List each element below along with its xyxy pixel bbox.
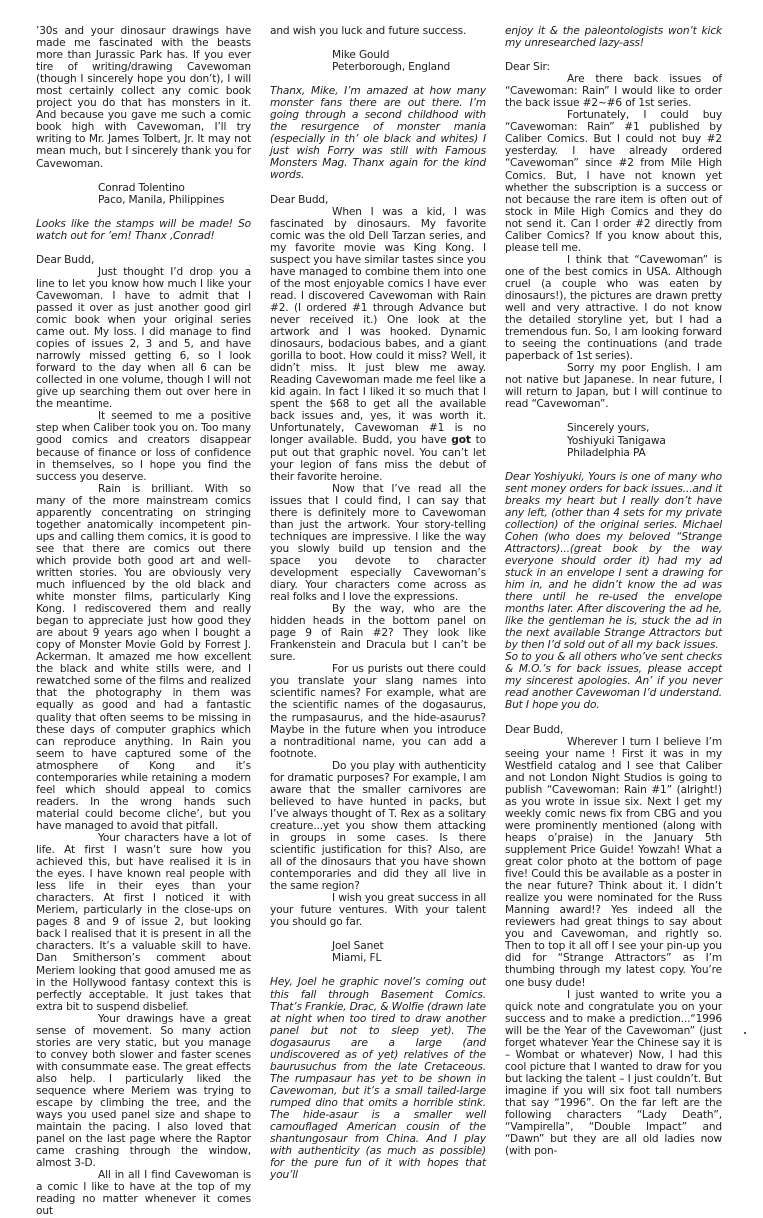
letter-continuation: and wish you luck and future success. (270, 25, 467, 37)
signature-name: Conrad Tolentino (98, 181, 185, 194)
letter-salutation: Dear Budd, (270, 193, 329, 206)
letter-paragraph: I just wanted to write you a quick note and congratulate you on your success and to make a prediction...“1996 will be the Year of the Cavewoman” (just forget whatever Year the Chinese say it is – Wombat or whatever) Now, I had this cool picture that I wanted to draw for you but lacking the talent – I just couldn’t. But imagine if you will six foot tall numbers that say “1996”. On the far left are the following characters “Lady Death”, “Vampirella”, “Double Impact” and “Dawn” but they are all old ladies now (with pon- (505, 988, 722, 1158)
signature-name: Yoshiyuki Tanigawa (567, 434, 666, 447)
letter-salutation: Dear Budd, (505, 723, 564, 736)
letter-paragraph: Sorry my poor English. I am not native but Japanese. In near future, I will return to Japan, but I will continue to read “Cavewoman”. (505, 362, 722, 411)
letter-paragraph: Rain is brilliant. With so many of the more mainstream comics apparently concentrating on stringing together anatomically incompetent pin-ups and calling them comics, it is good to see that there are comics out there which provide both good art and well-written stories. You are obviously very much influenced by the old black and white monster films, particularly King Kong. I rediscovered them and really began to appreciate just how good they are about 9 years ago when I bought a copy of Monster Movie Gold by Forrest J. Ackerman. It amazed me how excellent the black and white stills were, and I rewatched some of the films and realized that the photography in them was equally as good and had a fantastic quality that often seems to be missing in these days of computer graphics which can reproduce anything. In Rain you seem to have captured some of the atmosphere of Kong and it’s contemporaries while retaining a modern feel which should appeal to comics readers. In the wrong hands such material could become cliche’, but you have managed to avoid that pitfall. (36, 482, 251, 832)
letter-paragraph: Are there back issues of “Cavewoman: Rain” I would like to order the back issue #2~#6 of 1st series. (505, 73, 722, 110)
signature-closing: Sincerely yours, (567, 422, 650, 435)
editor-reply: Thanx, Mike, I’m amazed at how many monster fans there are out there. I’m going through a second childhood with the resurgence of monster mania (especially in th’ ole black and whites) I just wish Forry was still with Famous Monsters Mag. Thanx again for the kind words. (270, 85, 486, 182)
signature-location: Miami, FL (332, 952, 382, 965)
editor-reply: So to you & all others who’ve sent checks & M.O.’s for back issues, please accept my sincerest apologies. An’ if you never read another Cavewoman I’d understand. But I hope you do. (505, 651, 722, 712)
letter-salutation: Dear Budd, (36, 253, 95, 266)
column-1 (36, 25, 251, 1218)
letter-continuation: ’30s and your dinosaur drawings have made me fascinated with the beasts more than Jurassic Park has. If you ever tire of writing/drawing Cavewoman (though I sincerely hope you don’t), I will most certainly collect any comic book project you do that has monsters in it. And because you gave me such a comic book high with Cavewoman, I’ll try writing to Mr. James Tolbert, Jr. It may not mean much, but I sincerely thank you for Cavewoman. (36, 25, 251, 170)
letter-paragraph: It seemed to me a positive step when Caliber took you on. Too many good comics and creators disappear because of finance or loss of confidence in themselves, so I hope you find the success you deserve. (36, 410, 251, 483)
column-3 (505, 25, 722, 1157)
letter-signature (332, 49, 486, 73)
letter-paragraph: Fortunately, I could buy “Cavewoman: Rain” #1 published by Caliber Comics. But I could not buy #2 yesterday. I have already ordered “Cavewoman” since #2 from Mile High Comics. But, I have not known yet whether the subscription is a success or not because the rare item is often out of stock in Mile High Comics and they do not send it. Can I order #2 directly from Caliber Comics? If you know about this, please tell me. (505, 109, 722, 254)
editor-reply-continuation: enjoy it & the paleontologists won’t kick my unresearched lazy-ass! (505, 25, 722, 50)
print-speck (744, 1032, 746, 1034)
letter-paragraph: Do you play with authenticity for dramatic purposes? For example, I am aware that the smaller carnivores are believed to have hunted in packs, but I’ve always thought of T. Rex as a solitary creature...yet you show them attacking in groups in some cases. Is there scientific justification for this? Also, are all of the dinosaurs that you have shown contemporaries and did they all live in the same region? (270, 759, 486, 893)
letter-signature (98, 182, 251, 206)
letter-paragraph: All in all I find Cavewoman is a comic I like to have at the top of my reading no matter whenever it comes out (36, 1169, 251, 1218)
editor-reply: Hey, Joel he graphic novel’s coming out this fall through Basement Comics. That’s Frankie, Drac, & Wolfie (drawn late at night when too tired to draw another panel but not to sleep yet). The dogasaurus are a large (and undiscovered as of yet) relatives of the baurusuchus from the late Cretaceous. The rumpasaur has yet to be shown in Cavewoman, but it’s a small tailed-large rumped dino that omits a horrible stink. The hide-asaur is a smaller well camouflaged American cousin of the shantungosaur from China. And I play with authenticity (as much as possible) for the pure fun of it with hopes that you’ll (270, 976, 486, 1182)
letter-salutation: Dear Sir: (505, 61, 550, 74)
signature-location: Paco, Manila, Philippines (98, 193, 225, 206)
letter-paragraph: Now that I’ve read all the issues that I could find, I can say that there is definitely more to Cavewoman than just the artwork. Your story-telling techniques are impressive. I like the way you slowly build up tension and the space you devote to character development especially Cavewoman’s diary. Your characters come across as real folks and I love the expressions. (270, 482, 486, 604)
text-run: When I was a kid, I was fascinated by dinosaurs. My favorite comic was the old Dell Tarzan series, and my favorite movie was King Kong. I suspect you have similar tastes since you have managed to combine them into one of the most enjoyable comics I have ever read. I discovered Cavewoman with Rain #2. (I ordered #1 through Advance but never received it.) One look at the artwork and I was hooked. Dynamic dinosaurs, bodacious babes, and a giant gorilla to boot. How could it miss? Well, it didn’t miss. It just blew me away. Reading Cavewoman made me feel like a kid again. In fact I liked it so much that I spent the $68 to get all the available back issues and, yes, it was worth it. Unfortunately, Cavewoman #1 is no longer available. Budd, you have (270, 205, 486, 447)
letter-paragraph: Your drawings have a great sense of movement. So many action stories are very static, but you manage to convey both slower and faster scenes with consummate ease. The great effects also help. I particularly liked the sequence where Meriem was trying to escape by climbing the tree, and the ways you used panel size and shape to maintain the pacing. I also loved that panel on the last page where the Raptor came crashing through the window, almost 3-D. (36, 1012, 251, 1170)
text-run: to put out that graphic novel. You can’t let your legion of fans miss the debut of their favorite heroine. (270, 434, 486, 483)
column-2 (270, 25, 486, 1193)
editor-reply: Looks like the stamps will be made! So watch out for ’em! Thanx ,Conrad! (36, 217, 251, 242)
letter-paragraph: Your characters have a lot of life. At first I wasn’t sure how you achieved this, but have realised it is in the eyes. I have known real people with less life in their eyes than your characters. At first I noticed it with Meriem, particularly in the close-ups on pages 8 and 9 of issue 2, but looking back I realised that it is present in all the characters. It’s a valuable skill to have. Dan Smitherson’s comment about Meriem looking that good amused me as in the Hollywood fantasy context this is perfectly acceptable. It just takes that extra bit to suspend disbelief. (36, 832, 251, 1013)
signature-location: Philadelphia PA (567, 446, 646, 459)
signature-location: Peterborough, England (332, 61, 451, 74)
editor-reply: Dear Yoshiyuki, Yours is one of many who sent money orders for back issues...and it breaks my heart but I really don’t have any left, (other than 4 sets for my private collection) of the original series. Michael Cohen (who does my beloved “Strange Attractors)...(great book by the way everyone should order it) had my ad stuck in an envelope I sent a drawing for him in, and he didn’t know the ad was there until he re-used the envelope months later. After discovering the ad he, like the gentleman he is, stuck the ad in the next available Strange Attractors but by then I’d sold out of all my back issues. (505, 470, 722, 652)
letter-signature (567, 422, 722, 458)
letter-paragraph: For us purists out there could you translate your slang names into scientific names? For example, what are the scientific names of the dogasaurus, the rumpasaurus, and the hide-asaurus? Maybe in the future when you introduce a nontraditional name, you can add a footnote. (270, 663, 486, 760)
letter-paragraph: I think that “Cavewoman” is one of the best comics in USA. Although cruel (a couple who was eaten by dinosaurs!), the pictures are drawn pretty well and very attractive. I do not know the detailed storyline yet, but I had a tremendous fun. So, I am looking forward to seeing the continuations (and trade paperback of 1st series). (505, 253, 722, 363)
bold-emphasis: got (451, 434, 471, 447)
signature-name: Mike Gould (332, 49, 390, 62)
letter-paragraph: Wherever I turn I believe I’m seeing your name ! First it was in my Westfield catalog and I see that Caliber and not London Night Studios is going to publish “Cavewoman: Rain #1” (alright!) as you wrote in issue six. Next I get my weekly comic news fix from CBG and you were prominently mentioned (along with heaps o’praise) in the January 5th supplement Price Guide! Yowzah! What a great color photo at the bottom of page five! Could this be available as a poster in the near future? Think about it. I didn’t realize you were nominated for the Russ Manning award!? Yes indeed all the reviewers had great things to say about you and Cavewoman, and rightly so. Then to top it all off I see your pin-up you did for “Strange Attractors” as I’m thumbing through my latest copy. You’re one busy dude! (505, 735, 722, 989)
letter-paragraph (270, 206, 486, 483)
signature-name: Joel Sanet (332, 940, 384, 953)
letter-paragraph: I wish you great success in all your future ventures. With your talent you should go far. (270, 892, 486, 929)
letter-paragraph: Just thought I’d drop you a line to let you know how much I like your Cavewoman. I have to admit that I passed it over as just another good girl comic book when your original series came out. My loss. I did manage to find copies of issues 2, 3 and 5, and have narrowly missed getting 6, so I look forward to the day when all 6 can be collected in one volume, though I will not give up searching them out over here in the meantime. (36, 265, 251, 411)
letter-paragraph: By the way, who are the hidden heads in the bottom panel on page 9 of Rain #2? They look like Frankenstein and Dracula but I can’t be sure. (270, 603, 486, 664)
letter-signature (332, 940, 486, 964)
